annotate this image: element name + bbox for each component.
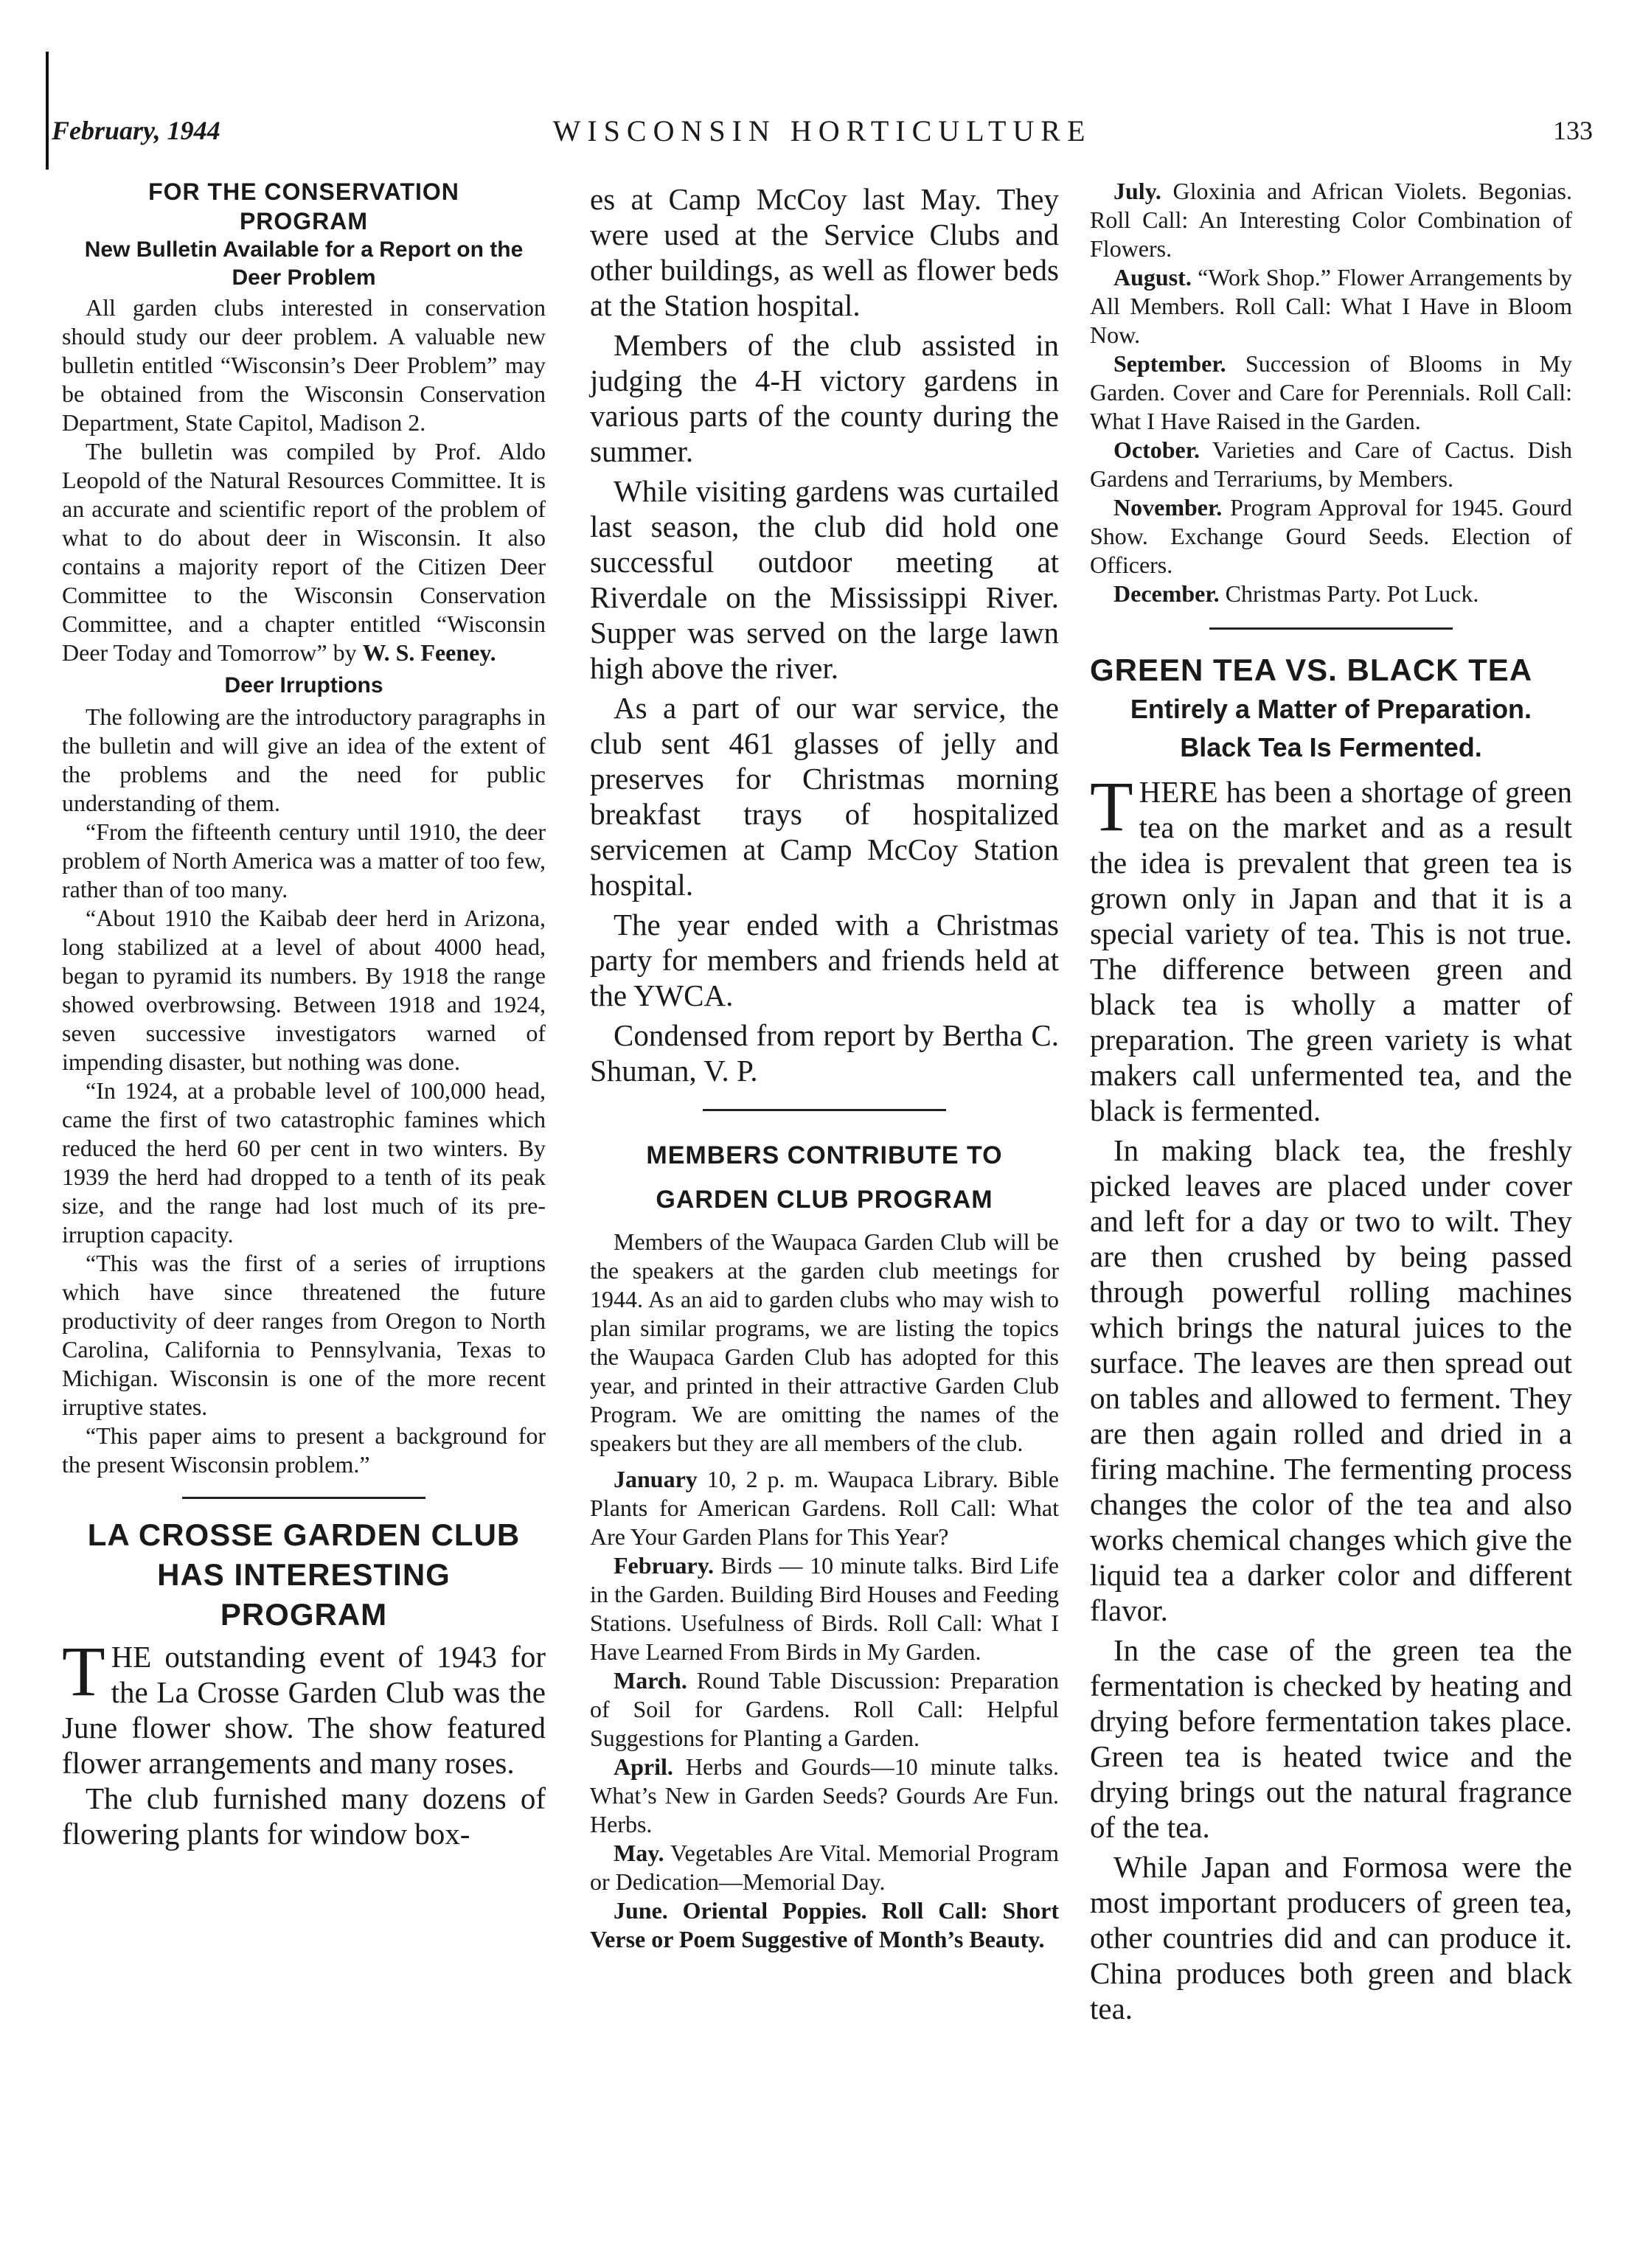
program-item: [590, 1753, 1059, 1839]
program-month: January: [614, 1466, 698, 1492]
program-topic: Christmas Party. Pot Luck.: [1225, 580, 1479, 607]
tea-paragraph: [1090, 767, 1572, 1128]
program-item: [590, 1465, 1059, 1551]
program-month: October.: [1113, 436, 1201, 463]
program-topic: Birds — 10 minute talks. Bird Life in the Garden. Building Bird Houses and Feeding Stations. Usefulness of Birds. Roll Call: What I Have Learned From Birds in My Garden.: [590, 1552, 1060, 1665]
irruptions-paragraph: The following are the introductory paragraphs in the bulletin and will give an idea of the extent of the problems and the need for public understanding of them.: [62, 703, 546, 816]
program-item: [1090, 263, 1572, 349]
program-item: [1090, 493, 1572, 580]
lacrosse-paragraph: The club furnished many dozens of flowering plants for window box-: [62, 1781, 546, 1851]
lacrosse-text: HE outstanding event of 1943 for the La Crosse Garden Club was the June flower show. The show featured flower arrangements and many roses.: [62, 1640, 546, 1780]
program-list-second-half: [1090, 177, 1572, 608]
program-topic: Oriental Poppies. Roll Call: Short Verse or Poem Suggestive of Month’s Beauty.: [590, 1897, 1060, 1952]
program-month: May.: [614, 1840, 664, 1866]
program-topic: Vegetables Are Vital. Memorial Program or Dedication—Memorial Day.: [590, 1840, 1060, 1895]
program-topic: “Work Shop.” Flower Arrangements by All Members. Roll Call: What I Have in Bloom Now.: [1090, 264, 1573, 348]
lacrosse-paragraph: Members of the club assisted in judging the 4-H victory gardens in various parts of the county during the summer.: [590, 328, 1059, 468]
program-topic: Varieties and Care of Cactus. Dish Gardens and Terrariums, by Members.: [1090, 436, 1573, 492]
publication-title: WISCONSIN HORTICULTURE: [552, 114, 1092, 147]
drop-cap: T: [62, 1632, 105, 1711]
program-topic: Herbs and Gourds—10 minute talks. What’s New in Garden Seeds? Gourds Are Fun. Herbs.: [590, 1753, 1060, 1837]
lacrosse-paragraph: As a part of our war service, the club sent 461 glasses of jelly and preserves for Christmas morning breakfast trays of hospitalized servicemen at Camp McCoy Station hospital.: [590, 691, 1059, 902]
lacrosse-heading: LA CROSSE GARDEN CLUB HAS INTERESTING PROGRAM: [87, 1517, 521, 1632]
program-month: September.: [1113, 350, 1226, 377]
lacrosse-paragraph: [62, 1632, 546, 1781]
program-topic: Succession of Blooms in My Garden. Cover and Care for Perennials. Roll Call: What I Have Raised in the Garden.: [1090, 350, 1572, 434]
program-month: July.: [1113, 178, 1161, 204]
members-intro: Members of the Waupaca Garden Club will be the speakers at the garden club meetings for 1944. As an aid to garden clubs who may wish to plan similar programs, we are listing the topics the Waupaca Garden Club has adopted for this year, and printed in their attractive Garden Club Program. We are omitting the names of the speakers but they are all members of the club.: [590, 1228, 1059, 1456]
page-number: 133: [1553, 116, 1593, 145]
section-divider: [703, 1109, 946, 1111]
issue-date: February, 1944: [52, 116, 220, 145]
program-item: [590, 1839, 1059, 1896]
program-item: [590, 1666, 1059, 1753]
program-month: March.: [614, 1667, 687, 1694]
irruptions-paragraph: “This paper aims to present a background for the present Wisconsin problem.”: [62, 1422, 546, 1478]
lacrosse-continued: es at Camp McCoy last May. They were used at the Service Clubs and other buildings, as well as flower beds at the Station hospital.: [590, 182, 1059, 322]
program-month: June.: [614, 1897, 668, 1924]
tea-subheading: Entirely a Matter of Preparation.: [1130, 694, 1532, 724]
program-topic: Round Table Discussion: Preparation of Soil for Gardens. Roll Call: Helpful Suggestions for Planting a Garden.: [590, 1667, 1060, 1751]
program-month: November.: [1113, 494, 1223, 521]
column-middle: [590, 177, 1059, 1954]
tea-paragraph: While Japan and Formosa were the most important producers of green tea, other countries did and can produce it. China produces both green and black tea.: [1090, 1850, 1572, 2025]
program-topic: Program Approval for 1945. Gourd Show. Exchange Gourd Seeds. Election of Officers.: [1090, 494, 1573, 578]
column-right: [1090, 177, 1572, 2026]
irruptions-paragraph: “From the fifteenth century until 1910, the deer problem of North America was a matter of too few, rather than of too many.: [62, 818, 546, 902]
program-item: [1090, 580, 1572, 608]
report-credit: Condensed from report by Bertha C. Shuman, V. P.: [590, 1018, 1059, 1088]
tea-subheading: Black Tea Is Fermented.: [1180, 732, 1482, 762]
conservation-paragraph: [62, 437, 546, 667]
program-month: February.: [614, 1552, 714, 1579]
page-header: [52, 111, 1593, 155]
program-item: [590, 1551, 1059, 1666]
conservation-paragraph: All garden clubs interested in conservation should study our deer problem. A valuable new bulletin entitled “Wisconsin’s Deer Problem” may be obtained from the Wisconsin Conservation Department, State Capitol, Madison 2.: [62, 294, 546, 436]
section-divider: [182, 1497, 425, 1499]
program-topic: 10, 2 p. m. Waupaca Library. Bible Plants for American Gardens. Roll Call: What Are Your Garden Plans for This Year?: [590, 1466, 1059, 1550]
section-divider: [1209, 627, 1453, 630]
tea-heading: GREEN TEA VS. BLACK TEA: [1090, 653, 1533, 687]
lacrosse-paragraph: The year ended with a Christmas party for members and friends held at the YWCA.: [590, 908, 1059, 1012]
drop-cap: T: [1090, 767, 1133, 846]
lacrosse-paragraph: While visiting gardens was curtailed last season, the club did hold one successful outdoor meeting at Riverdale on the Mississippi River. Supper was served on the large lawn high above the river.: [590, 474, 1059, 685]
program-topic: Gloxinia and African Violets. Begonias. Roll Call: An Interesting Color Combination of Flowers.: [1090, 178, 1573, 262]
irruptions-paragraph: “About 1910 the Kaibab deer herd in Arizona, long stabilized at a level of about 4000 head, began to pyramid its numbers. By 1918 the range showed overbrowsing. Between 1918 and 1924, seven successive investigators warned of impending disaster, but nothing was done.: [62, 905, 546, 1075]
page-edge-line: [46, 52, 49, 170]
program-item: [590, 1896, 1059, 1954]
irruptions-paragraph: “This was the first of a series of irruptions which have since threatened the future productivity of deer ranges from Oregon to North Carolina, California to Pennsylvania, Texas to Michigan. Wisconsin is one of the more recent irruptive states.: [62, 1250, 546, 1420]
program-item: [1090, 436, 1572, 493]
program-list-first-half: [590, 1465, 1059, 1954]
members-heading: MEMBERS CONTRIBUTE TO GARDEN CLUB PROGRAM: [646, 1141, 1003, 1214]
conservation-subheading: New Bulletin Available for a Report on the Deer Problem: [84, 237, 524, 290]
tea-paragraph: In the case of the green tea the fermentation is checked by heating and drying before fermentation takes place. Green tea is heated twice and the drying brings out the natural fragrance of the tea.: [1090, 1633, 1572, 1844]
author-name: W. S. Feeney.: [362, 639, 496, 666]
program-month: April.: [614, 1753, 673, 1780]
column-left: [62, 177, 546, 1851]
program-month: August.: [1113, 264, 1192, 291]
tea-paragraph: In making black tea, the freshly picked leaves are placed under cover and left for a day or two to wilt. They are then crushed by being passed through powerful rolling machines which brings the natural juices to the surface. The leaves are then spread out on tables and allowed to ferment. They are then again rolled and dried in a firing machine. The fermenting process changes the color of the tea and also works chemical changes which give the liquid tea a darker color and different flavor.: [1090, 1133, 1572, 1627]
conservation-heading: FOR THE CONSERVATION PROGRAM: [148, 178, 459, 234]
program-item: [1090, 349, 1572, 436]
irruptions-paragraph: “In 1924, at a probable level of 100,000 head, came the first of two catastrophic famines which reduced the herd 60 per cent in two winters. By 1939 the herd had dropped to a tenth of its peak size, and the range had lost much of its pre-irruption capacity.: [62, 1077, 546, 1248]
program-item: [1090, 177, 1572, 263]
program-month: December.: [1113, 580, 1220, 607]
irruptions-heading: Deer Irruptions: [224, 673, 383, 698]
bulletin-text: The bulletin was compiled by Prof. Aldo Leopold of the Natural Resources Committee. It is an accurate and scientific report of the problem of what to do about deer in Wisconsin. It also contains a majority report of the Citizen Deer Committee to the Wisconsin Conservation Committee, and a chapter entitled “Wisconsin Deer Today and Tomorrow” by: [62, 438, 546, 666]
tea-text: HERE has been a shortage of green tea on the market and as a result the idea is prevalent that green tea is grown only in Japan and that it is a special variety of tea. This is not true. The difference between green and black tea is wholly a matter of preparation. The green variety is what makers call unfermented tea, and the black is fermented.: [1090, 775, 1572, 1127]
